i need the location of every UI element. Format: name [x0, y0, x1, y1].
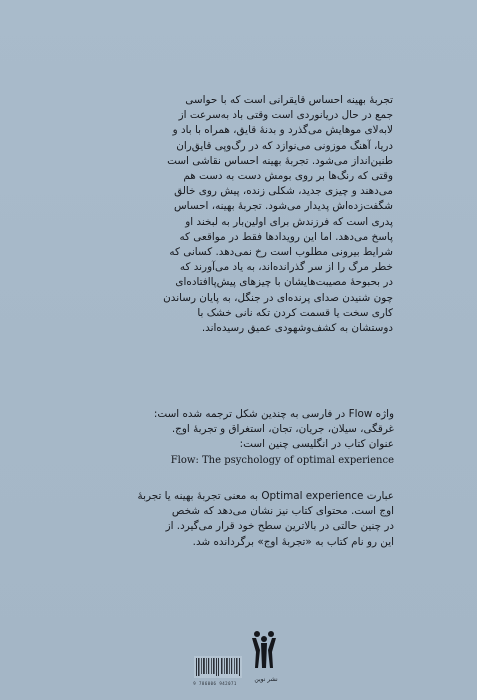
text-line: دوستشان به کشف‌وشهودی عمیق رسیده‌اند. [201, 322, 393, 335]
text-line: اوج است. محتوای کتاب نیز نشان می‌دهد که شخص [171, 505, 394, 518]
text-line: وقتی که رنگ‌ها بر روی بومش دست به دست هم [183, 170, 393, 183]
text-line: عنوان کتاب در انگلیسی چنین است: [239, 438, 394, 451]
publisher-name: نشر نوین [254, 676, 278, 683]
text-line: دریا، آهنگ موزونی می‌نوازد که در رگ‌وپی قایق‌ران [176, 139, 393, 152]
text-line: طنین‌انداز می‌شود. تجربهٔ بهینه احساس نقاشی است [167, 154, 393, 167]
text-line: خطر مرگ را از سر گذرانده‌اند، به یاد می‌آورند که [179, 261, 393, 274]
description-paragraph-1 [103, 93, 393, 336]
text-line: تجربهٔ بهینه احساس قایقرانی است که با حواسی [185, 94, 393, 106]
text-line: غرقگی، سیلان، جریان، تجان، استغراق و تجربهٔ اوج. [171, 423, 394, 436]
text-line: پدری است که فرزندش برای اولین‌بار به لبخند او [185, 215, 393, 228]
description-paragraph-2 [94, 407, 394, 468]
figures-logo-icon [250, 628, 278, 674]
text-line: پاسخ می‌دهد. اما این رویدادها فقط در مواقعی که [179, 230, 393, 243]
text-line: کاری سخت یا قسمت کردن تکه نانی خشک با [197, 306, 393, 319]
text-line: لابه‌لای موهایش می‌گذرد و بدنهٔ قایق، همراه با باد و [172, 124, 393, 137]
text-line: در بحبوحهٔ مصیبت‌هایشان با چیزهای پیش‌پاافتاده‌ای [175, 276, 393, 289]
text-line: واژه Flow در فارسی به چندین شکل ترجمه شده است: [153, 408, 394, 420]
text-line: چون شنیدن صدای پرنده‌ای در جنگل، به پایان رساندن [163, 291, 393, 304]
barcode-number: 9 786006 942071 [193, 681, 237, 686]
barcode-icon [194, 656, 242, 678]
text-line: جمع در حال دریانوردی است وقتی باد به‌سرعت از [178, 109, 393, 122]
text-line: می‌دهند و چیزی جدید، شکلی زنده، پیش روی خالق [174, 185, 393, 198]
description-paragraph-3 [94, 489, 394, 550]
english-book-title: Flow: The psychology of optimal experience [170, 454, 394, 466]
text-line: شگفت‌زده‌اش پدیدار می‌شود. تجربهٔ بهینه، احساس [173, 200, 393, 213]
text-line: این رو نام کتاب به «تجربهٔ اوج» برگردانده شد. [192, 535, 394, 548]
text-line: در چنین حالتی در بالاترین سطح خود قرار می‌گیرد. از [165, 520, 394, 533]
text-line: شرایط بیرونی مطلوب است رخ نمی‌دهد. کسانی که [169, 246, 393, 259]
text-line: عبارت Optimal experience به معنی تجربهٔ بهینه یا تجربهٔ [137, 490, 394, 502]
